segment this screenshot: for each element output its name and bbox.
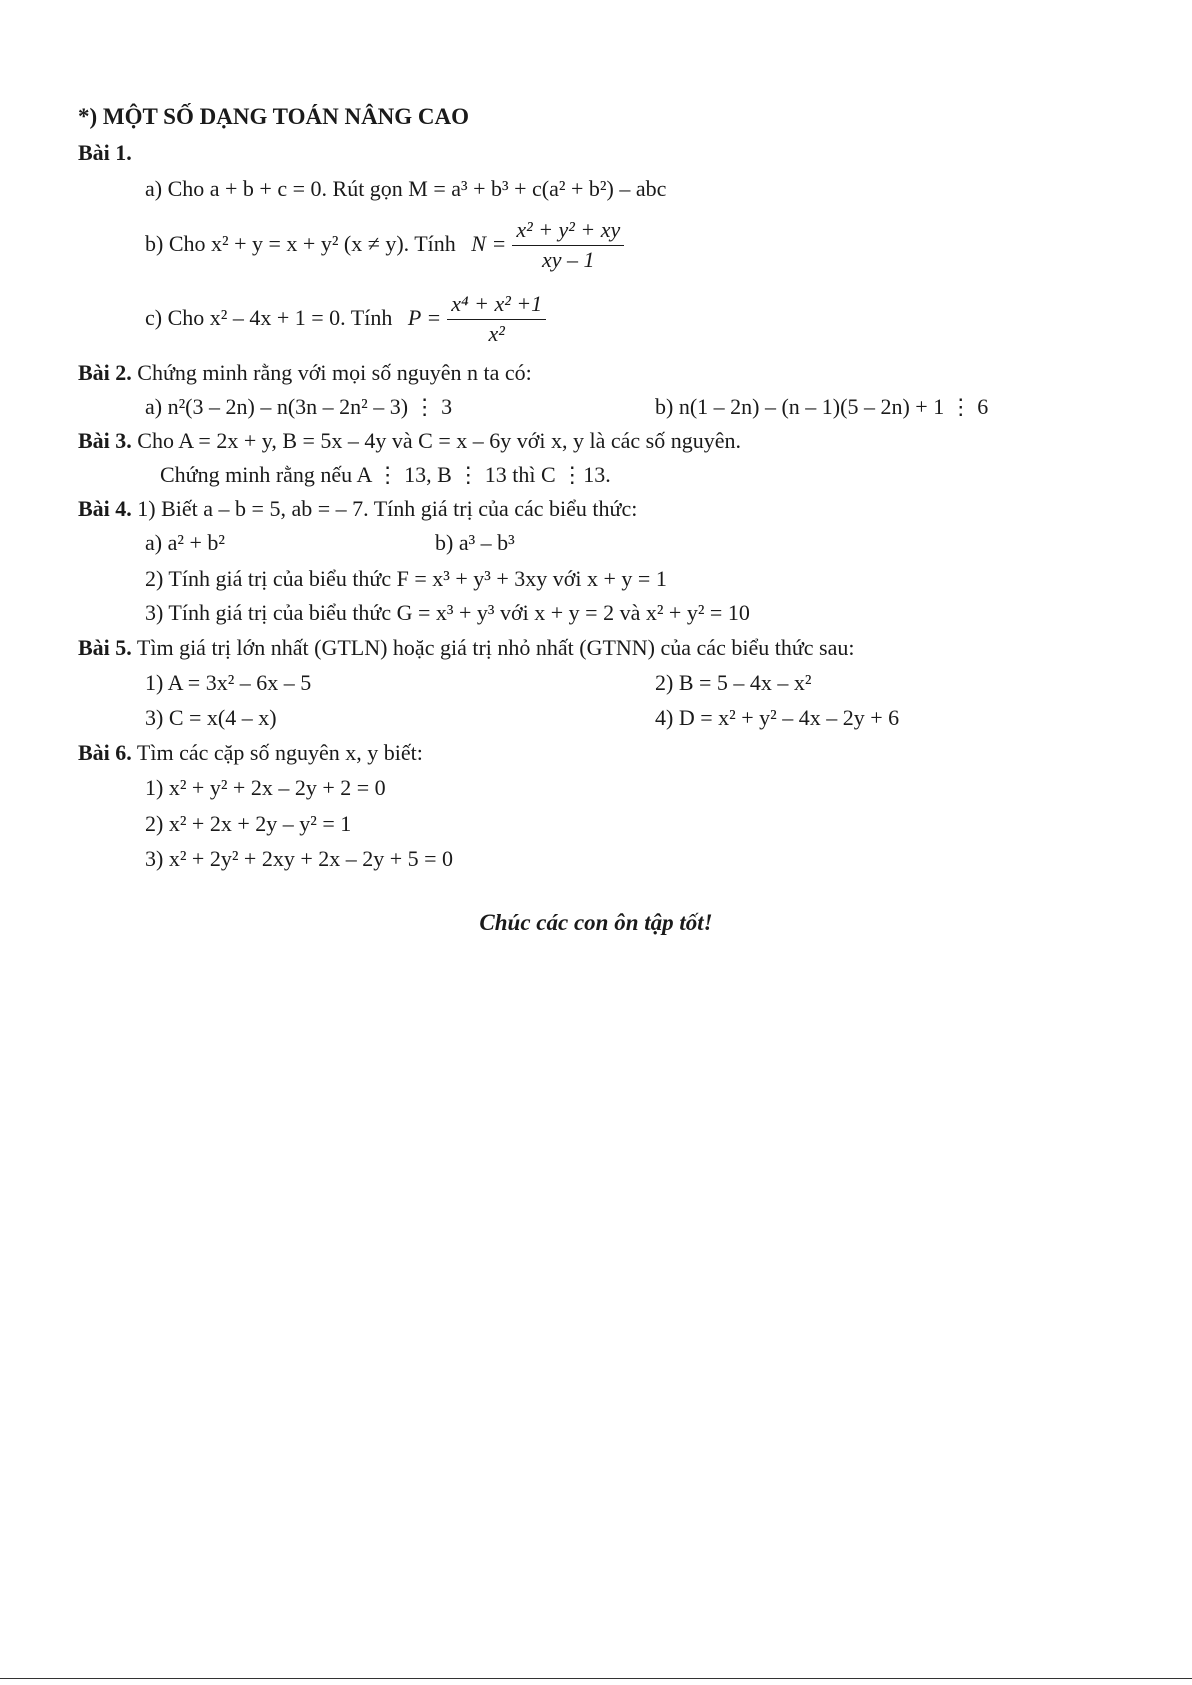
bai6-intro: Tìm các cặp số nguyên x, y biết: [136,740,423,765]
bai1-label: Bài 1. [78,140,132,165]
bai5-p1: 1) A = 3x² – 6x – 5 [145,670,312,695]
bai2-a: a) n²(3 – 2n) – n(3n – 2n² – 3) ⋮ 3 [145,394,453,419]
bai1-c-fraction [447,291,546,348]
bai6-label: Bài 6. [78,740,132,765]
bai1-c-lhs: P = [407,305,442,330]
bai4-p3: 3) Tính giá trị của biểu thức G = x³ + y³ với x + y = 2 và x² + y² = 10 [145,600,750,625]
bai4-p2: 2) Tính giá trị của biểu thức F = x³ + y³ + 3xy với x + y = 1 [145,566,667,591]
bai3-label: Bài 3. [78,428,132,453]
bai1-b-fraction [512,217,624,274]
bai2-b: b) n(1 – 2n) – (n – 1)(5 – 2n) + 1 ⋮ 6 [655,394,989,419]
bai1-b [145,216,624,274]
bai1-b-numerator: x² + y² + xy [512,217,624,246]
bai2 [78,358,532,388]
bai6 [78,738,423,768]
bai2-intro: Chứng minh rằng với mọi số nguyên n ta có: [137,360,532,385]
bai6-p3: 3) x² + 2y² + 2xy + 2x – 2y + 5 = 0 [145,846,454,871]
bai4-label: Bài 4. [78,496,132,521]
bai3-line2: Chứng minh rằng nếu A ⋮ 13, B ⋮ 13 thì C ⋮13. [160,462,611,487]
closing-message: Chúc các con ôn tập tốt! [479,910,713,935]
bai1-b-lhs: N = [471,231,507,256]
bai1-a: a) Cho a + b + c = 0. Rút gọn M = a³ + b³ + c(a² + b²) – abc [145,176,667,201]
bai4-b: b) a³ – b³ [435,530,515,555]
bai4-intro: 1) Biết a – b = 5, ab = – 7. Tính giá trị của các biểu thức: [137,496,638,521]
bai5 [78,633,854,663]
bai3 [78,426,741,456]
page-title: *) MỘT SỐ DẠNG TOÁN NÂNG CAO [78,104,470,129]
bai1-b-text: b) Cho x² + y = x + y² (x ≠ y). Tính [145,231,456,256]
bai1-c-denominator: x² [488,321,505,347]
bai1-c-numerator: x⁴ + x² +1 [447,291,546,320]
bai1-c [145,290,546,348]
bai4 [78,494,637,524]
bai6-p1: 1) x² + y² + 2x – 2y + 2 = 0 [145,775,386,800]
bai2-label: Bài 2. [78,360,132,385]
bai5-p3: 3) C = x(4 – x) [145,705,277,730]
bai5-label: Bài 5. [78,635,132,660]
bai5-intro: Tìm giá trị lớn nhất (GTLN) hoặc giá trị nhỏ nhất (GTNN) của các biểu thức sau: [136,635,855,660]
bai3-intro: Cho A = 2x + y, B = 5x – 4y và C = x – 6y với x, y là các số nguyên. [137,428,741,453]
bai6-p2: 2) x² + 2x + 2y – y² = 1 [145,811,352,836]
footer-rule [0,1678,1192,1679]
bai1-c-text: c) Cho x² – 4x + 1 = 0. Tính [145,305,393,330]
bai5-p2: 2) B = 5 – 4x – x² [655,670,812,695]
bai1-b-denominator: xy – 1 [542,247,595,273]
bai5-p4: 4) D = x² + y² – 4x – 2y + 6 [655,705,900,730]
bai4-a: a) a² + b² [145,530,225,555]
